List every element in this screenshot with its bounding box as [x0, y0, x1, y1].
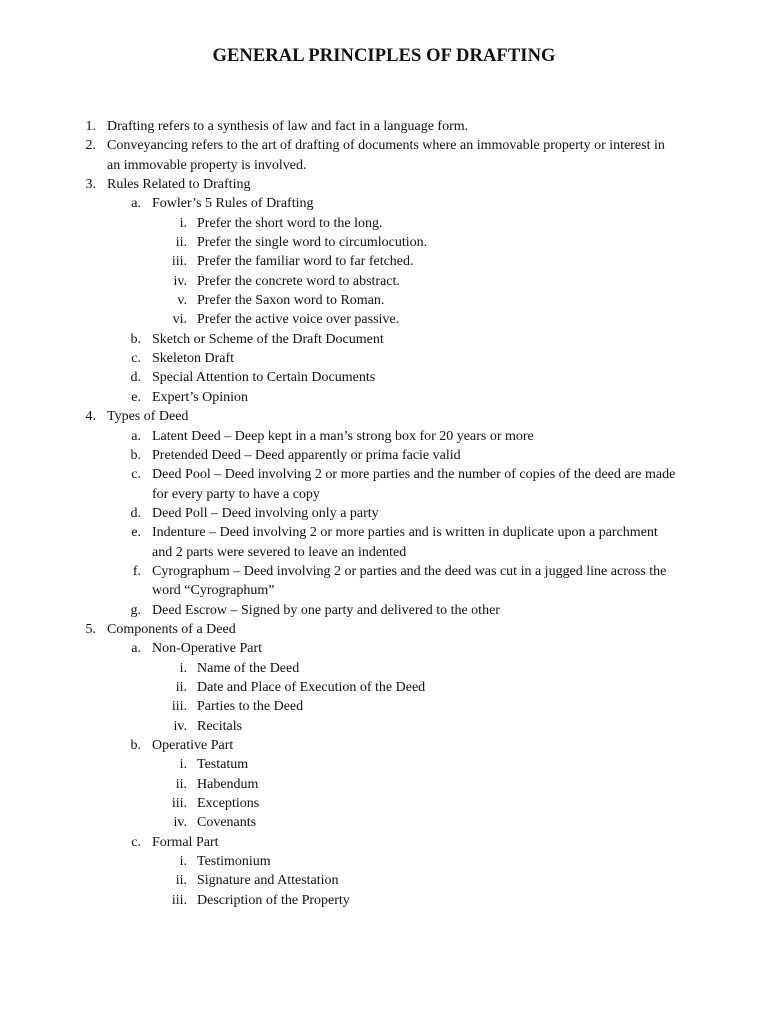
list-item-text: and 2 parts were severed to leave an indented — [152, 544, 407, 560]
list-item-text: Habendum — [197, 776, 259, 792]
list-item-level-2 — [0, 446, 768, 465]
list-marker: g. — [130, 602, 141, 618]
list-item-text: Prefer the single word to circumlocution. — [197, 235, 428, 251]
list-marker: ii. — [175, 776, 187, 792]
list-item-level-3 — [0, 871, 768, 890]
list-item-text: Conveyancing refers to the art of drafting of documents where an immovable property or interest in — [107, 138, 665, 154]
list-item-text: Signature and Attestation — [197, 873, 339, 889]
list-item-level-3 — [0, 233, 768, 252]
list-marker: e. — [131, 389, 141, 405]
list-item-text: Covenants — [197, 815, 257, 831]
list-item-text: Prefer the familiar word to far fetched. — [197, 254, 414, 270]
list-marker: a. — [131, 196, 141, 212]
list-item-level-3 — [0, 272, 768, 291]
list-item-level-2-continuation — [0, 581, 768, 600]
list-item-level-3 — [0, 659, 768, 678]
list-marker: ii. — [175, 679, 187, 695]
list-item-level-2-continuation — [0, 543, 768, 562]
list-marker: i. — [179, 660, 187, 676]
list-item-text: Exceptions — [197, 796, 260, 812]
list-item-text: Latent Deed – Deep kept in a man’s strong box for 20 years or more — [152, 428, 534, 444]
list-marker: c. — [131, 467, 141, 483]
list-item-text: Fowler’s 5 Rules of Drafting — [152, 196, 314, 212]
list-marker: iv. — [173, 718, 187, 734]
list-marker: 1. — [85, 119, 96, 134]
list-marker: 2. — [85, 138, 96, 154]
list-item-text: Testatum — [197, 757, 249, 773]
list-item-level-3 — [0, 717, 768, 736]
page-title: GENERAL PRINCIPLES OF DRAFTING — [212, 46, 556, 66]
list-marker: iv. — [173, 273, 187, 289]
list-item-text: an immovable property is involved. — [107, 157, 307, 173]
list-item-level-3 — [0, 678, 768, 697]
list-item-level-3 — [0, 852, 768, 871]
list-item-text: Description of the Property — [197, 892, 350, 908]
list-marker: iii. — [171, 892, 187, 908]
list-item-level-3 — [0, 214, 768, 233]
list-item-level-2 — [0, 736, 768, 755]
list-item-level-2 — [0, 330, 768, 349]
list-marker: c. — [131, 351, 141, 367]
list-item-level-1 — [0, 175, 768, 194]
list-marker: i. — [179, 757, 187, 773]
list-marker: a. — [131, 428, 141, 444]
list-marker: iv. — [173, 815, 187, 831]
list-marker: iii. — [171, 699, 187, 715]
list-item-level-1 — [0, 407, 768, 426]
list-item-text: Sketch or Scheme of the Draft Document — [152, 331, 384, 347]
list-marker: e. — [131, 525, 141, 541]
list-item-text: Non-Operative Part — [152, 641, 263, 657]
list-item-text: Rules Related to Drafting — [107, 177, 251, 193]
list-marker: b. — [130, 738, 141, 753]
list-item-level-2-continuation — [0, 485, 768, 504]
list-item-text: word “Cyrographum” — [152, 583, 275, 599]
list-marker: iii. — [171, 254, 187, 270]
list-item-level-3 — [0, 755, 768, 774]
list-marker: d. — [130, 505, 141, 521]
list-item-text: Formal Part — [152, 834, 219, 850]
list-item-level-2 — [0, 194, 768, 213]
list-item-text: Prefer the concrete word to abstract. — [197, 273, 400, 289]
list-item-text: Recitals — [197, 718, 243, 734]
list-item-level-1-continuation — [0, 156, 768, 175]
list-item-level-3 — [0, 310, 768, 329]
list-item-text: Name of the Deed — [197, 660, 300, 676]
list-item-text: Pretended Deed – Deed apparently or prima facie valid — [152, 447, 461, 463]
list-item-level-3 — [0, 252, 768, 271]
list-item-level-2 — [0, 833, 768, 852]
list-item-text: for every party to have a copy — [152, 486, 320, 502]
list-marker: 5. — [85, 621, 96, 637]
list-item-text: Operative Part — [152, 738, 234, 753]
list-item-text: Types of Deed — [107, 409, 189, 425]
list-item-text: Prefer the Saxon word to Roman. — [197, 293, 385, 309]
list-item-level-3 — [0, 291, 768, 310]
list-marker: ii. — [175, 235, 187, 251]
list-marker: vi. — [172, 312, 187, 328]
list-item-level-2 — [0, 465, 768, 484]
list-marker: ii. — [175, 873, 187, 889]
list-item-level-2 — [0, 523, 768, 542]
list-item-text: Components of a Deed — [107, 621, 236, 637]
list-item-text: Expert’s Opinion — [152, 389, 249, 405]
list-item-text: Testimonium — [197, 854, 271, 870]
list-marker: c. — [131, 834, 141, 850]
list-item-level-3 — [0, 794, 768, 813]
list-item-level-1 — [0, 620, 768, 639]
list-item-text: Deed Escrow – Signed by one party and delivered to the other — [152, 602, 500, 618]
list-marker: v. — [177, 293, 187, 309]
list-marker: 3. — [85, 177, 96, 193]
list-item-level-2 — [0, 388, 768, 407]
list-item-level-3 — [0, 697, 768, 716]
list-item-level-1 — [0, 136, 768, 155]
list-item-level-2 — [0, 639, 768, 658]
list-item-text: Skeleton Draft — [152, 351, 235, 367]
list-item-level-1 — [0, 117, 768, 136]
list-item-level-3 — [0, 775, 768, 794]
list-item-level-2 — [0, 562, 768, 581]
list-item-text: Deed Poll – Deed involving only a party — [152, 505, 379, 521]
list-item-text: Special Attention to Certain Documents — [152, 370, 376, 386]
list-item-level-2 — [0, 601, 768, 620]
list-marker: 4. — [85, 409, 96, 425]
list-item-level-2 — [0, 368, 768, 387]
list-item-text: Prefer the short word to the long. — [197, 215, 383, 231]
list-marker: b. — [130, 447, 141, 463]
list-marker: iii. — [171, 796, 187, 812]
list-item-text: Parties to the Deed — [197, 699, 304, 715]
list-item-text: Date and Place of Execution of the Deed — [197, 679, 426, 695]
list-item-level-3 — [0, 813, 768, 832]
list-marker: i. — [179, 854, 187, 870]
list-marker: f. — [132, 563, 141, 579]
list-item-text: Indenture – Deed involving 2 or more parties and is written in duplicate upon a parchment — [152, 525, 658, 541]
list-item-level-2 — [0, 504, 768, 523]
list-item-text: Prefer the active voice over passive. — [197, 312, 400, 328]
list-marker: d. — [130, 370, 141, 386]
list-item-text: Drafting refers to a synthesis of law and fact in a language form. — [107, 119, 469, 134]
list-marker: a. — [131, 641, 141, 657]
outline-list — [0, 117, 768, 910]
list-item-level-2 — [0, 427, 768, 446]
list-item-level-2 — [0, 349, 768, 368]
list-marker: i. — [179, 215, 187, 231]
list-item-level-3 — [0, 891, 768, 910]
list-marker: b. — [130, 331, 141, 347]
list-item-text: Cyrographum – Deed involving 2 or parties and the deed was cut in a jugged line across the — [152, 563, 667, 579]
list-item-text: Deed Pool – Deed involving 2 or more parties and the number of copies of the deed are made — [152, 467, 676, 483]
